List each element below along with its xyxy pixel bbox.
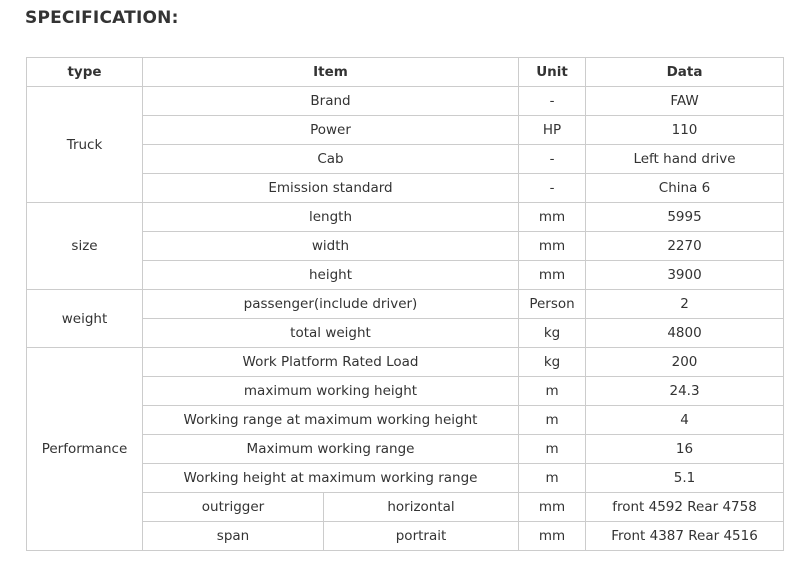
cell-unit: mm [519,261,586,290]
cell-data: 2 [586,290,784,319]
cell-item: Cab [143,145,519,174]
cell-data: 110 [586,116,784,145]
cell-item-horizontal: horizontal [324,493,519,522]
cell-data: 5.1 [586,464,784,493]
cell-data: Left hand drive [586,145,784,174]
cell-item: Working range at maximum working height [143,406,519,435]
cell-data: front 4592 Rear 4758 [586,493,784,522]
cell-data: 200 [586,348,784,377]
cell-item: maximum working height [143,377,519,406]
cell-data: 4800 [586,319,784,348]
cell-unit: kg [519,319,586,348]
cell-item: Working height at maximum working range [143,464,519,493]
table-row [27,203,784,232]
cell-unit: - [519,174,586,203]
specification-table [26,57,784,551]
cell-unit: Person [519,290,586,319]
cell-item: Maximum working range [143,435,519,464]
cell-item: height [143,261,519,290]
cell-data: 16 [586,435,784,464]
cell-unit: - [519,87,586,116]
table-header-row [27,58,784,87]
cell-data: 24.3 [586,377,784,406]
cell-unit: HP [519,116,586,145]
cell-data: 5995 [586,203,784,232]
cell-data: 2270 [586,232,784,261]
cell-item: passenger(include driver) [143,290,519,319]
cell-item: Work Platform Rated Load [143,348,519,377]
cell-unit: mm [519,522,586,551]
header-item: Item [143,58,519,87]
group-label-weight: weight [27,290,143,348]
header-type: type [27,58,143,87]
group-label-performance: Performance [27,348,143,551]
cell-unit: m [519,377,586,406]
cell-item-outrigger: outrigger [143,493,324,522]
header-unit: Unit [519,58,586,87]
cell-data: China 6 [586,174,784,203]
cell-data: 3900 [586,261,784,290]
cell-unit: m [519,435,586,464]
cell-item-portrait: portrait [324,522,519,551]
cell-data: Front 4387 Rear 4516 [586,522,784,551]
cell-item: Emission standard [143,174,519,203]
cell-data: FAW [586,87,784,116]
cell-unit: mm [519,203,586,232]
page-title: SPECIFICATION: [25,8,179,28]
cell-unit: m [519,464,586,493]
cell-unit: kg [519,348,586,377]
cell-item: total weight [143,319,519,348]
group-label-truck: Truck [27,87,143,203]
header-data: Data [586,58,784,87]
table-row [27,290,784,319]
group-label-size: size [27,203,143,290]
cell-item: Brand [143,87,519,116]
cell-unit: m [519,406,586,435]
cell-item: Power [143,116,519,145]
cell-unit: - [519,145,586,174]
cell-item-span: span [143,522,324,551]
cell-unit: mm [519,232,586,261]
table-row [27,348,784,377]
table-row [27,87,784,116]
cell-unit: mm [519,493,586,522]
cell-item: width [143,232,519,261]
cell-data: 4 [586,406,784,435]
cell-item: length [143,203,519,232]
